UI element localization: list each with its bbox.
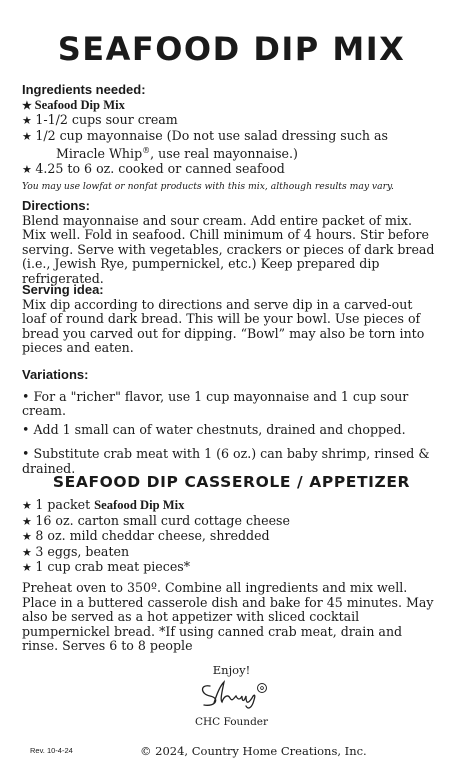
serving-section — [22, 283, 440, 356]
serving-text: Mix dip according to directions and serve dip in a carved-out loaf of round dark bread. This will be your bowl. Use pieces of bread you carved out for dipping. “Bowl” may also be torn into pieces and eaten. — [22, 296, 425, 356]
casserole-item: ★ 1 cup crab meat pieces* — [22, 560, 440, 576]
ingredients-note: You may use lowfat or nonfat products with this mix, although results may vary. — [22, 180, 394, 192]
enjoy-text: Enjoy! — [212, 663, 251, 677]
casserole-title: SEAFOOD DIP CASSEROLE / APPETIZER — [52, 473, 411, 491]
ingredient-cont-text: , use real mayonnaise.) — [150, 146, 298, 162]
casserole-item: ★ 8 oz. mild cheddar cheese, shredded — [22, 529, 440, 545]
ingredient-brand: Miracle Whip — [56, 146, 143, 162]
directions-text: Blend mayonnaise and sour cream. Add entire packet of mix. Mix well. Fold in seafood. Chill minimum of 4 hours. Stir before serving. Serve with vegetables, crackers or pieces of dark bread (i.e., Jewish Rye, pumpernickel, etc.) Keep prepared dip refrigerated. — [22, 212, 435, 286]
directions-heading: Directions: — [22, 198, 90, 213]
founder-label: CHC Founder — [194, 716, 269, 728]
casserole-text: Preheat oven to 350º. Combine all ingredients and mix well. Place in a buttered casserole dish and bake for 45 minutes. May also be served as a hot appetizer with sliced cocktail pumpernickel bread. *If using canned crab meat, drain and rinse. Serves 6 to 8 people — [22, 579, 434, 654]
copyright: © 2024, Country Home Creations, Inc. — [140, 744, 367, 758]
revision-label: Rev. 10-4-24 — [30, 746, 73, 755]
variation-item: • For a "richer" flavor, use 1 cup mayonnaise and 1 cup sour cream. — [22, 390, 440, 419]
page-title: SEAFOOD DIP MIX — [57, 30, 406, 68]
casserole-item: ★ 3 eggs, beaten — [22, 545, 440, 561]
registered-mark: ® — [142, 146, 151, 156]
signature-graphic — [196, 676, 276, 712]
variation-item: • Substitute crab meat with 1 (6 oz.) can baby shrimp, rinsed & drained. — [22, 447, 440, 476]
variations-section — [22, 368, 440, 477]
ingredient-item: ★ 1/2 cup mayonnaise (Do not use salad dressing such as — [22, 129, 440, 145]
directions-section — [22, 199, 440, 287]
ingredients-section — [22, 83, 440, 194]
variation-item: • Add 1 small can of water chestnuts, drained and chopped. — [22, 423, 440, 438]
variations-heading: Variations: — [22, 367, 89, 382]
serving-heading: Serving idea: — [22, 282, 104, 297]
casserole-section — [22, 498, 440, 654]
ingredient-item: ★ 4.25 to 6 oz. cooked or canned seafood — [22, 162, 440, 178]
casserole-item-product: Seafood Dip Mix — [94, 498, 185, 512]
ingredient-item: ★ 1-1/2 cups sour cream — [22, 113, 440, 129]
ingredients-heading: Ingredients needed: — [22, 82, 146, 97]
casserole-item-prefix: 1 packet — [35, 497, 95, 512]
casserole-item: ★ 16 oz. carton small curd cottage cheese — [22, 514, 440, 530]
casserole-item — [22, 498, 440, 514]
signature — [196, 676, 276, 712]
ingredient-item-continued — [22, 144, 440, 162]
ingredient-item: ★ Seafood Dip Mix — [22, 98, 440, 114]
